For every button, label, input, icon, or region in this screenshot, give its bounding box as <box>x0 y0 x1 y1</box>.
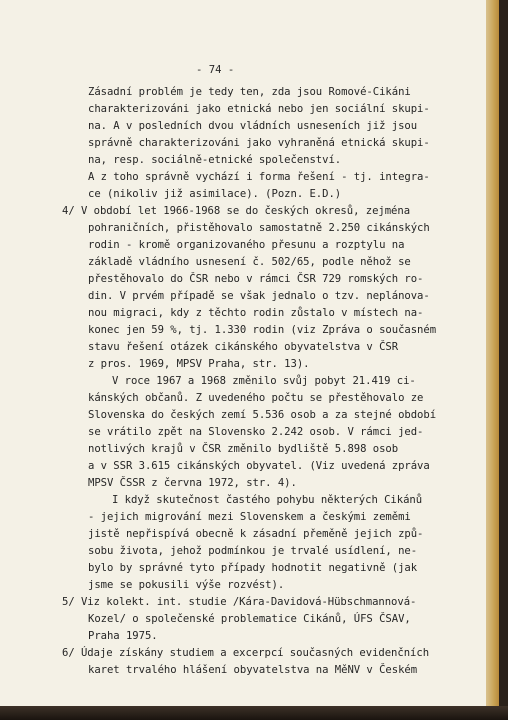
text-line: rodin - kromě organizovaného přesunu a rozptylu na <box>88 239 405 251</box>
text-line: V roce 1967 a 1968 změnilo svůj pobyt 21.419 ci- <box>112 375 416 387</box>
footnote-4-line: 4/ V období let 1966-1968 se do českých okresů, zejména <box>62 205 411 217</box>
text-line: din. V prvém případě se však jednalo o tzv. neplánova- <box>88 290 430 302</box>
book-binding-edge <box>486 0 499 706</box>
text-line: A z toho správně vychází i forma řešení - tj. integra- <box>88 171 430 183</box>
text-line: I když skutečnost častého pohybu některých Cikánů <box>112 494 423 506</box>
text-line: MPSV ČSSR z června 1972, str. 4). <box>88 477 297 489</box>
text-line: a v SSR 3.615 cikánských obyvatel. (Viz uvedená zpráva <box>88 460 430 472</box>
text-line: stavu řešení otázek cikánského obyvatelstva v ČSR <box>88 341 399 353</box>
text-line: notlivých krajů v ČSR změnilo bydliště 5.898 osob <box>88 443 399 455</box>
footnote-6-line: 6/ Údaje získány studiem a excerpcí současných evidenčních <box>62 647 430 659</box>
text-line: se vrátilo zpět na Slovensko 2.242 osob. V rámci jed- <box>88 426 424 438</box>
text-line: karet trvalého hlášení obyvatelstva na MěNV v Českém <box>88 664 418 676</box>
text-line: - jejich migrování mezi Slovenskem a českými zeměmi <box>88 511 411 523</box>
text-line: konec jen 59 %, tj. 1.330 rodin (viz Zpráva o současném <box>88 324 437 336</box>
text-line: Kozel/ o společenské problematice Cikánů, ÚFS ČSAV, <box>88 613 411 625</box>
text-line: správně charakterizováni jako vyhraněná etnická skupi- <box>88 137 430 149</box>
text-line: jsme se pokusili výše rozvést). <box>88 579 285 591</box>
text-line: nou migraci, kdy z těchto rodin zůstalo v místech na- <box>88 307 424 319</box>
text-line: Praha 1975. <box>88 630 158 642</box>
text-line: ce (nikoliv již asimilace). (Pozn. E.D.) <box>88 188 342 200</box>
text-line: pohraničních, přistěhovalo samostatně 2.250 cikánských <box>88 222 430 234</box>
page-number: - 74 - <box>196 64 235 76</box>
text-line: Slovenska do českých zemí 5.536 osob a za stejné období <box>88 409 437 421</box>
text-line: na, resp. sociálně-etnické společenství. <box>88 154 342 166</box>
text-line: sobu života, jehož podmínkou je trvalé usídlení, ne- <box>88 545 418 557</box>
text-line: Zásadní problém je tedy ten, zda jsou Romové-Cikáni <box>88 86 411 98</box>
text-line: jistě nepřispívá obecně k zásadní přeměně jejich způ- <box>88 528 424 540</box>
text-line: základě vládního usnesení č. 502/65, podle něhož se <box>88 256 411 268</box>
text-line: charakterizováni jako etnická nebo jen sociální skupi- <box>88 103 430 115</box>
footnote-5-line: 5/ Viz kolekt. int. studie /Kára-Davidová-Hübschmannová- <box>62 596 417 608</box>
text-line: na. A v posledních dvou vládních usneseních již jsou <box>88 120 418 132</box>
bottom-shadow <box>0 706 508 720</box>
text-line: bylo by správné tyto případy hodnotit negativně (jak <box>88 562 418 574</box>
text-line: přestěhovalo do ČSR nebo v rámci ČSR 729 romských ro- <box>88 273 424 285</box>
text-line: kánských občanů. Z uvedeného počtu se přestěhovalo ze <box>88 392 424 404</box>
text-line: z pros. 1969, MPSV Praha, str. 13). <box>88 358 310 370</box>
